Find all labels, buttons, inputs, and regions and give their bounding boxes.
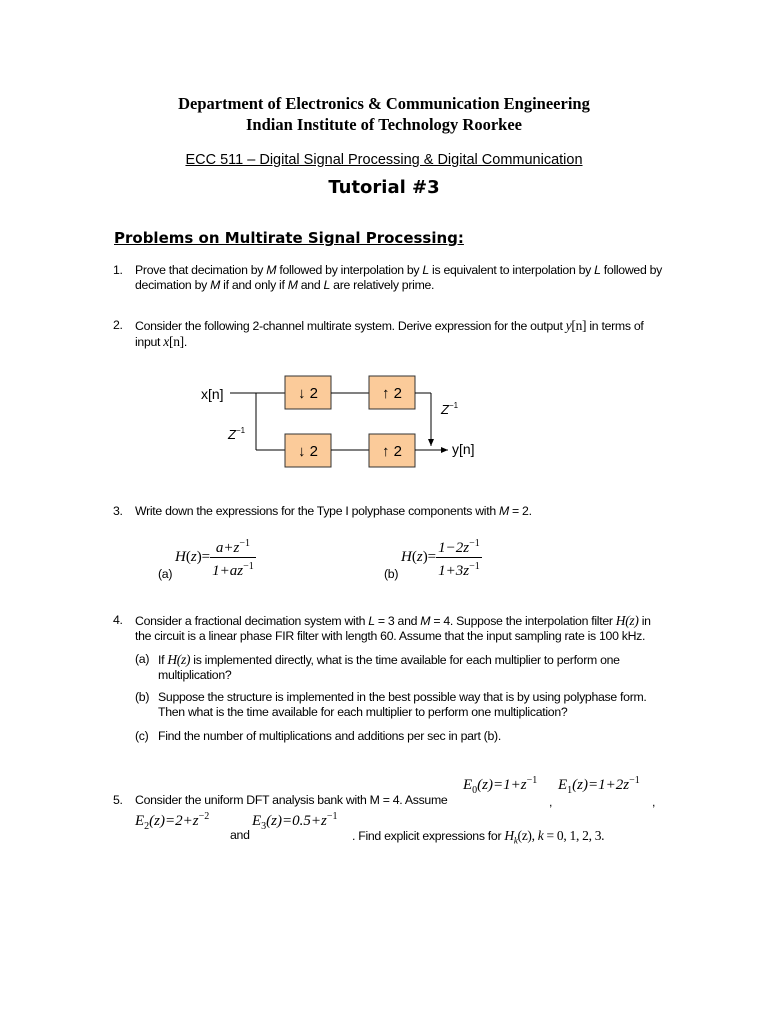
problem-2-number: 2. bbox=[113, 318, 123, 332]
course-title: ECC 511 – Digital Signal Processing & Digital Communication bbox=[185, 152, 583, 168]
and-word: and bbox=[230, 828, 250, 842]
problem-4-text: Consider a fractional decimation system with L = 3 and M = 4. Suppose the interpolation filter H(z) in the circuit is a linear phase FIR filter with length 60. Assume that the input sampling rate is 100 kHz. bbox=[135, 613, 651, 643]
problem-4b-label: (b) bbox=[135, 690, 150, 704]
tutorial-title: Tutorial #3 bbox=[328, 177, 440, 198]
problem-2-text: Consider the following 2-channel multirate system. Derive expression for the output y[n] in terms of input x[n]. bbox=[135, 318, 644, 349]
problem-4-number: 4. bbox=[113, 613, 123, 627]
upsampler-top-label: ↑ 2 bbox=[381, 385, 403, 402]
equation-a: H(z)= $\frac{a+z^{-1}}{1+az^{-1}}$ bbox=[175, 535, 256, 580]
equation-b: H(z)= $\frac{1-2z^{-1}}{1+3z^{-1}}$ bbox=[401, 535, 482, 580]
downsampler-top-label: ↓ 2 bbox=[297, 385, 319, 402]
delay-right-label: $Z^{-1}$ bbox=[441, 401, 459, 417]
problem-3-text: Write down the expressions for the Type I polyphase components with M = 2. bbox=[135, 504, 532, 518]
problem-4a-text: If H(z) is implemented directly, what is the time available for each multiplier to perform one multiplication? bbox=[158, 652, 620, 682]
problem-3-number: 3. bbox=[113, 504, 123, 518]
equation-e2: $E_2(z)=2+z^{-2}$ bbox=[135, 811, 210, 832]
problem-5-text: Consider the uniform DFT analysis bank with M = 4. Assume bbox=[135, 793, 448, 807]
comma-1: , bbox=[549, 795, 553, 809]
equation-e0: $E_0(z)=1+z^{-1}$ bbox=[463, 775, 538, 796]
equation-a-label: (a) bbox=[158, 567, 173, 581]
problem-4c-text: Find the number of multiplications and additions per sec in part (b). bbox=[158, 729, 501, 743]
equation-b-label: (b) bbox=[384, 567, 399, 581]
equation-e3: $E_3(z)=0.5+z^{-1}$ bbox=[252, 811, 338, 832]
section-title: Problems on Multirate Signal Processing: bbox=[114, 229, 464, 247]
input-label-x-n: x[n] bbox=[201, 386, 224, 402]
delay-left-label: $Z^{-1}$ bbox=[228, 426, 246, 442]
problem-4a-label: (a) bbox=[135, 652, 150, 666]
upsampler-bottom-label: ↑ 2 bbox=[381, 443, 403, 460]
problem-5-tail: . Find explicit expressions for $H_k(z)$, k = 0, 1, 2, 3. bbox=[352, 828, 605, 846]
problem-1-number: 1. bbox=[113, 263, 123, 277]
output-label-y-n: y[n] bbox=[452, 441, 475, 457]
problem-4b-text: Suppose the structure is implemented in the best possible way that is by using polyphase form. Then what is the time available for each multiplier to perform one multiplication? bbox=[158, 690, 647, 719]
institute-heading: Indian Institute of Technology Roorkee bbox=[246, 115, 522, 134]
downsampler-bottom-label: ↓ 2 bbox=[297, 443, 319, 460]
department-heading: Department of Electronics & Communication Engineering bbox=[178, 94, 590, 113]
comma-2: , bbox=[652, 795, 656, 809]
problem-5-number: 5. bbox=[113, 793, 123, 807]
problem-4c-label: (c) bbox=[135, 729, 149, 743]
problem-1-text: Prove that decimation by M followed by interpolation by L is equivalent to interpolation by L followed by decimation by M if and only if M and L are relatively prime. bbox=[135, 263, 663, 292]
equation-e1: $E_1(z)=1+2z^{-1}$ bbox=[558, 775, 640, 796]
multirate-block-diagram bbox=[190, 360, 500, 480]
